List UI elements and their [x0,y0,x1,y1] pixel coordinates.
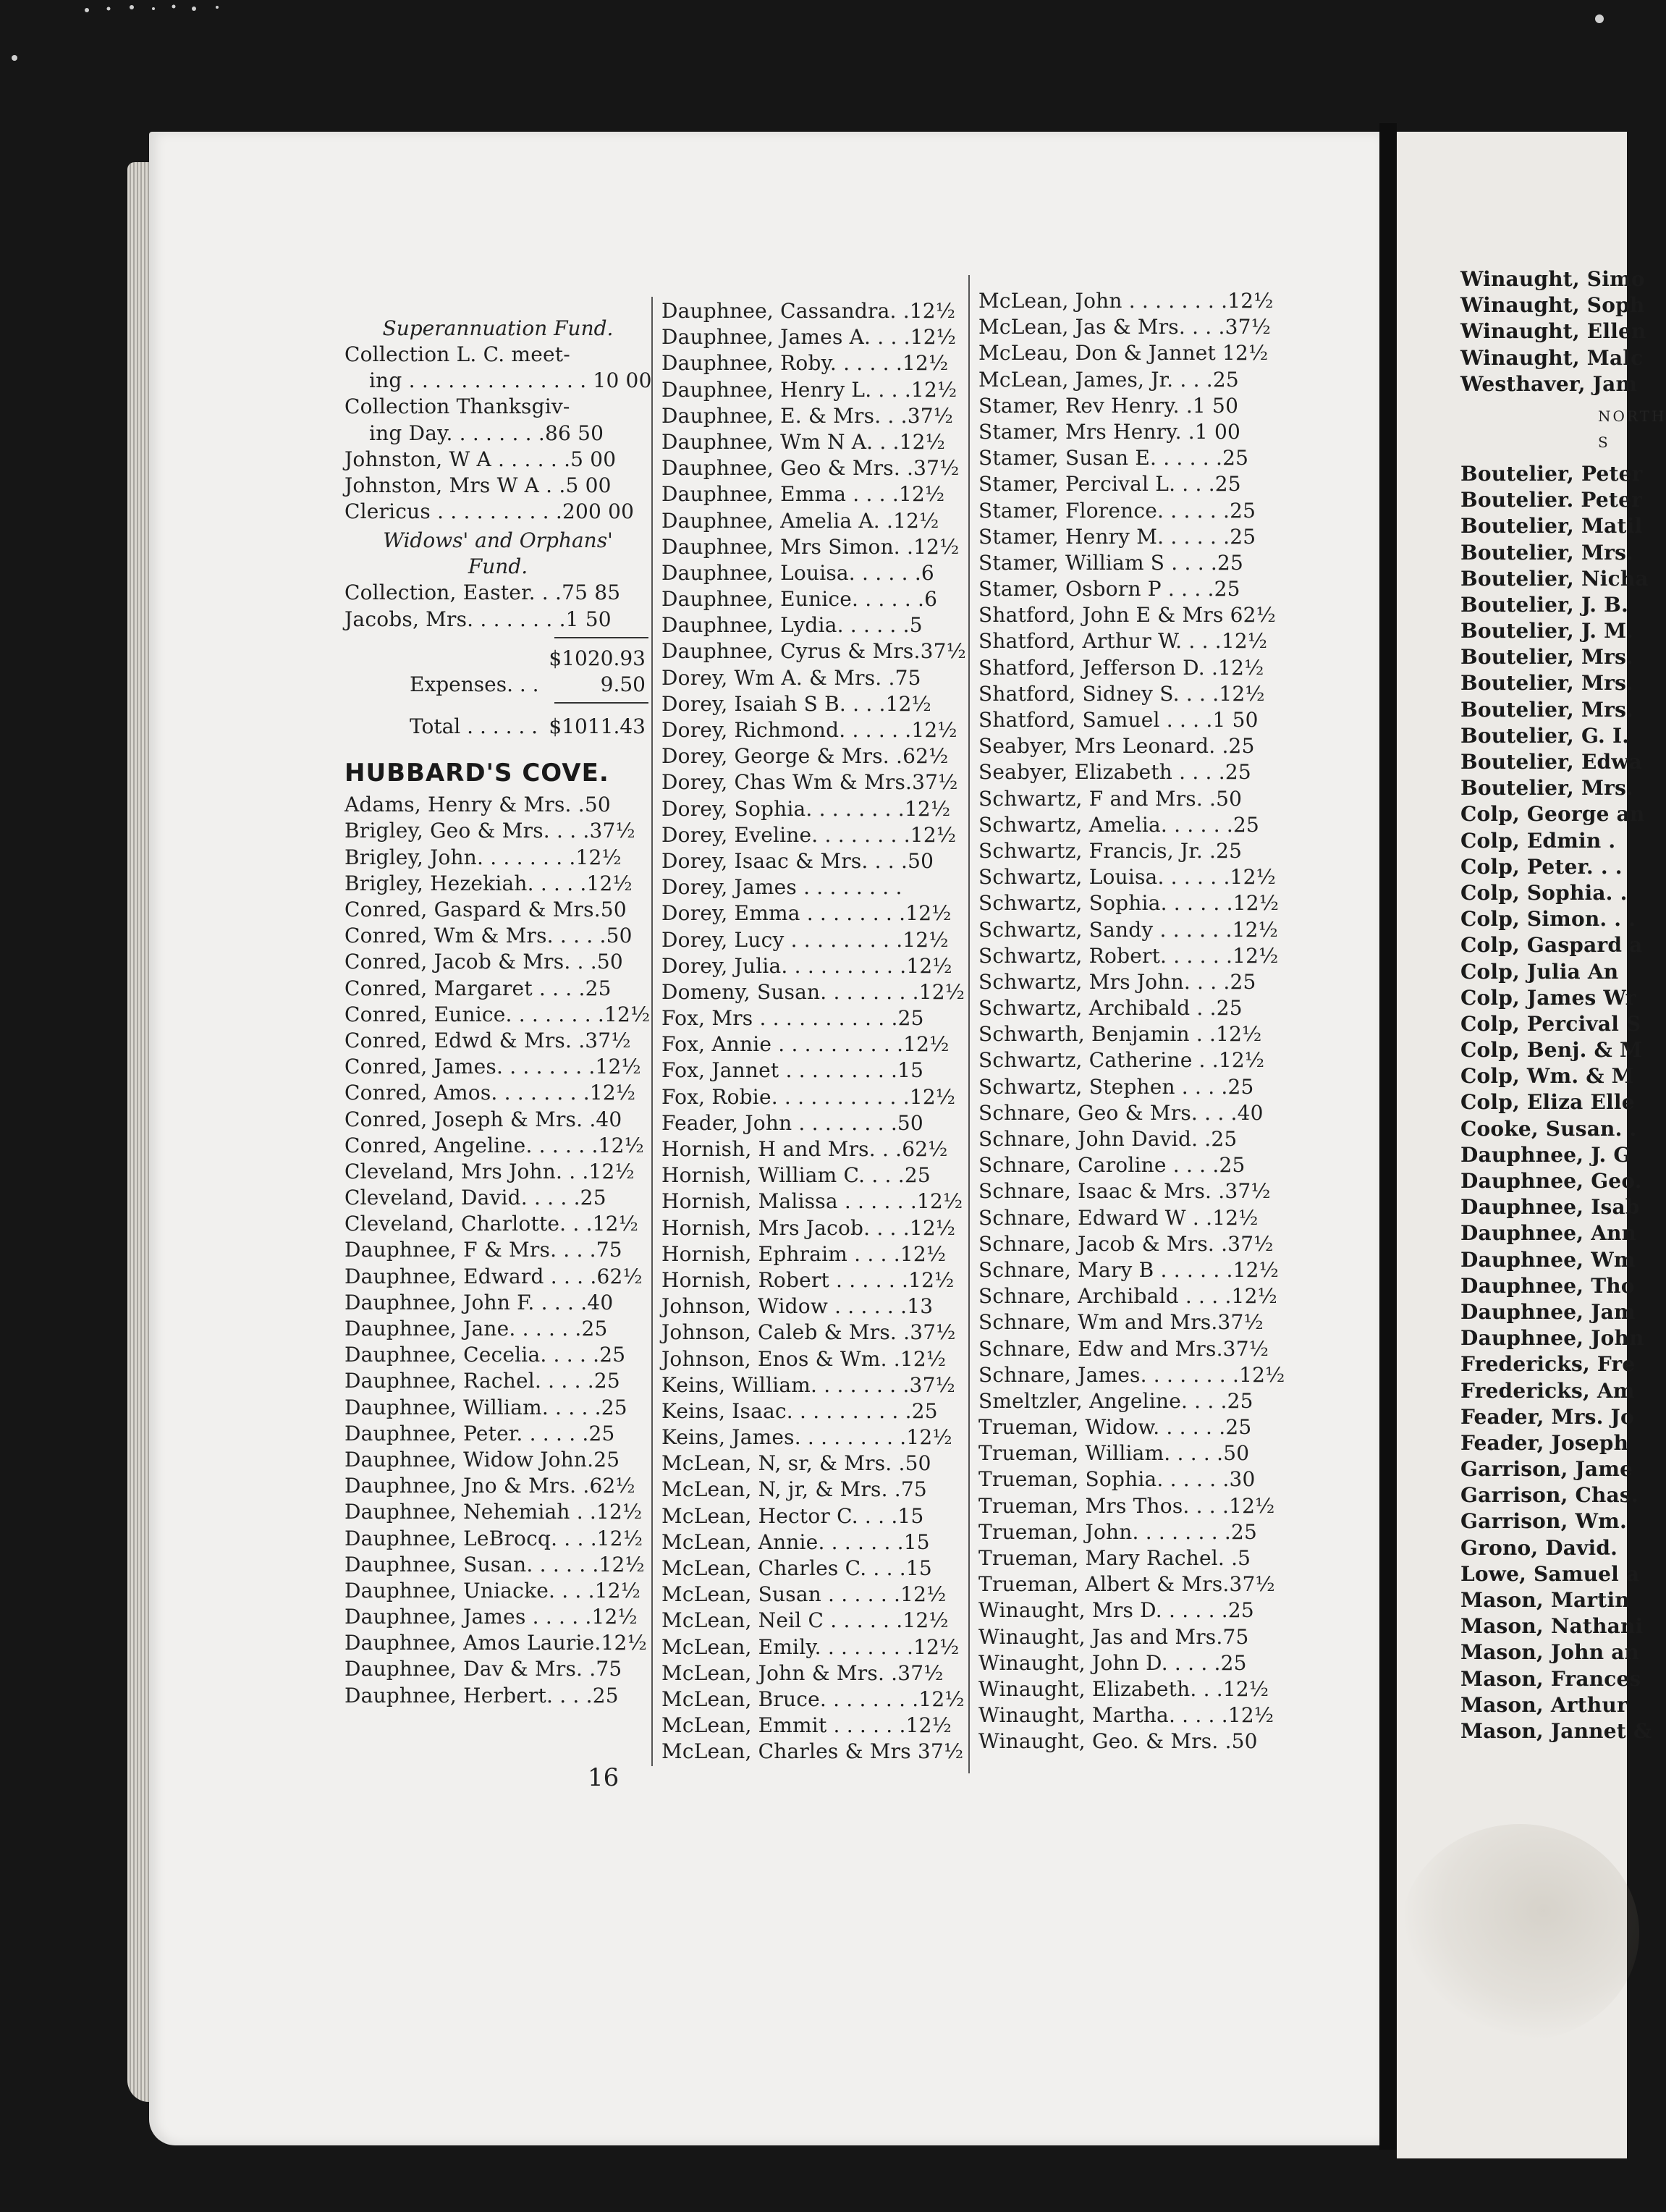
list-item: Shatford, John E & Mrs 62½ [978,603,1276,628]
list-item: Dauphnee, Ann [1460,1221,1637,1246]
list-item: Schwartz, Stephen . . . .25 [978,1074,1254,1099]
list-item: Dauphnee, John F. . . . .40 [344,1290,614,1314]
list-item: Dorey, James . . . . . . . . [661,875,902,900]
list-item: Winaught, Ellen [1460,319,1646,344]
list-item: Smeltzler, Angeline. . . .25 [978,1388,1253,1413]
right-page-list [1460,461,1652,1744]
list-item: Boutelier, J. B. [1460,592,1628,617]
list-item: Dauphnee, Cecelia. . . . .25 [344,1343,626,1367]
fund2-list [344,580,651,632]
list-item: Dauphnee, Mrs Simon. .12½ [661,534,960,559]
list-item: Colp, Julia An [1460,959,1619,984]
list-item: Shatford, Sidney S. . . .12½ [978,681,1265,706]
list-item: Dauphnee, J. G [1460,1142,1631,1167]
list-item: Dauphnee, John [1460,1326,1644,1351]
list-item: Stamer, Osborn P . . . .25 [978,577,1240,601]
column-2 [661,298,965,1765]
list-item: Boutelier. Peter [1460,488,1643,512]
list-item: Trueman, Mary Rachel. .5 [978,1546,1251,1570]
column-1 [344,316,651,1709]
list-item: McLean, N, sr, & Mrs. .50 [661,1451,931,1476]
list-item: Dorey, Richmond. . . . . .12½ [661,718,957,742]
list-item: Fredericks, Fre [1460,1352,1636,1377]
list-item: Schnare, Edward W . .12½ [978,1205,1259,1230]
fund1-line: Johnston, W A . . . . . .5 00 [344,447,617,471]
north-section-heading: NORTH S [1598,407,1666,451]
list-item: Schwartz, Mrs John. . . .25 [978,969,1256,994]
list-item: Colp, Gaspard a [1460,933,1643,958]
list-item: Winaught, Mrs D. . . . . .25 [978,1598,1254,1623]
list-item: Dauphnee, Jno & Mrs. .62½ [344,1474,635,1498]
list-item: Keins, James. . . . . . . . .12½ [661,1425,952,1450]
fund2-line: Jacobs, Mrs. . . . . . . .1 50 [344,607,612,631]
list-item: Colp, Edmin . [1460,828,1616,853]
list-item: Colp, Sophia. . [1460,880,1628,905]
hubbards-cove-list [344,792,651,1709]
list-item: Dauphnee, Dav & Mrs. .75 [344,1657,622,1681]
list-item: Feader, John . . . . . . . .50 [661,1110,923,1135]
list-item: Dauphnee, E. & Mrs. . .37½ [661,403,954,428]
list-item: Winaught, Soph [1460,293,1645,318]
list-item: Dauphnee, Uniacke. . . .12½ [344,1578,641,1603]
list-item: Trueman, John. . . . . . . .25 [978,1519,1258,1544]
column-rule-1 [651,297,653,1766]
list-item: Dauphnee, Emma . . . .12½ [661,482,945,507]
list-item: Fox, Robie. . . . . . . . . . .12½ [661,1084,956,1109]
list-item: McLeau, Don & Jannet 12½ [978,341,1269,366]
total-row [344,714,651,740]
list-item: Trueman, William. . . . .50 [978,1441,1250,1466]
expenses-row [344,672,651,698]
list-item: Schwartz, Archibald . .25 [978,996,1243,1021]
list-item: Boutelier, Mrs. [1460,645,1634,670]
list-item: Hornish, Malissa . . . . . .12½ [661,1189,963,1214]
list-item: Conred, Joseph & Mrs. .40 [344,1107,622,1131]
list-item: Shatford, Arthur W. . . .12½ [978,629,1268,654]
list-item: Winaught, Simo [1460,267,1645,291]
list-item: McLean, Hector C. . . .15 [661,1503,924,1528]
list-item: Schwartz, Amelia. . . . . .25 [978,812,1260,837]
list-item: McLean, Jas & Mrs. . . .37½ [978,315,1271,339]
list-item: Domeny, Susan. . . . . . . .12½ [661,979,965,1004]
list-item: Dauphnee, William. . . . .25 [344,1395,627,1419]
list-item: Dorey, Lucy . . . . . . . . .12½ [661,927,949,952]
list-item: Dauphnee, James A. . . .12½ [661,325,957,350]
list-item: Johnson, Widow . . . . . .13 [661,1294,934,1319]
list-item: Dauphnee, Henry L. . . .12½ [661,377,957,402]
list-item: Stamer, Susan E. . . . . .25 [978,446,1249,470]
fund1-list [344,342,651,525]
list-item: Conred, Wm & Mrs. . . . .50 [344,924,633,948]
list-item: Brigley, John. . . . . . . .12½ [344,845,622,869]
list-item: Shatford, Jefferson D. .12½ [978,655,1264,680]
list-item: McLean, Charles C. . . .15 [661,1556,932,1580]
list-item: Colp, Eliza Elle [1460,1090,1635,1115]
subtotal-value: $1020.93 [549,646,646,670]
list-item: Dauphnee, Louisa. . . . . .6 [661,560,934,585]
list-item: Dauphnee, Jane. . . . . .25 [344,1317,608,1341]
list-item: Colp, Benj. & M [1460,1038,1643,1063]
list-item: Conred, Jacob & Mrs. . .50 [344,950,623,974]
list-item: Dauphnee, Amos Laurie.12½ [344,1631,647,1655]
total-rule [554,702,648,704]
list-item: Grono, David. [1460,1535,1618,1560]
list-item: Stamer, Percival L. . . .25 [978,472,1241,497]
list-item: Shatford, Samuel . . . .1 50 [978,708,1259,732]
list-item: Cleveland, Charlotte. . .12½ [344,1212,639,1236]
list-item: McLean, Emmit . . . . . .12½ [661,1713,952,1738]
list-item: Schwartz, Francis, Jr. .25 [978,838,1243,863]
list-item: Dauphnee, Geo. [1460,1169,1642,1193]
list-item: Johnson, Caleb & Mrs. .37½ [661,1320,956,1345]
list-item: Colp, Percival S [1460,1011,1641,1036]
list-item: Schnare, Geo & Mrs. . . .40 [978,1100,1264,1125]
list-item: Hornish, Ephraim . . . .12½ [661,1241,947,1266]
subtotal-row [344,646,651,672]
list-item: Johnson, Enos & Wm. .12½ [661,1346,947,1371]
list-item: Keins, William. . . . . . . .37½ [661,1372,955,1397]
top-edge-specks [0,0,1627,43]
list-item: Boutelier, G. I. [1460,723,1630,748]
list-item: Cooke, Susan. . [1460,1116,1637,1141]
list-item: Brigley, Hezekiah. . . . .12½ [344,871,633,895]
list-item: Dauphnee, Herbert. . . .25 [344,1683,619,1707]
list-item: Hornish, H and Mrs. . .62½ [661,1137,948,1161]
list-item: Schnare, James. . . . . . . .12½ [978,1362,1285,1387]
page-number: 16 [588,1763,620,1792]
list-item: Trueman, Sophia. . . . . .30 [978,1467,1256,1492]
list-item: Fox, Annie . . . . . . . . . .12½ [661,1032,950,1057]
list-item: Cleveland, David. . . . .25 [344,1186,606,1210]
widows-orphans-fund-heading-2: Fund. [468,554,528,579]
list-item: Winaught, Jas and Mrs.75 [978,1624,1249,1649]
list-item: Schnare, Archibald . . . .12½ [978,1284,1277,1309]
list-item: Dauphnee, Widow John.25 [344,1447,620,1472]
list-item: Winaught, Martha. . . . .12½ [978,1703,1274,1728]
list-item: Stamer, William S . . . .25 [978,550,1244,575]
superannuation-fund-heading: Superannuation Fund. [382,316,614,340]
list-item: Dauphnee, Isab [1460,1195,1640,1220]
list-item: Dauphnee, Peter. . . . . .25 [344,1421,615,1445]
list-item: Dauphnee, Amelia A. .12½ [661,508,939,533]
list-item: Stamer, Mrs Henry. .1 00 [978,419,1241,444]
list-item: Dorey, Isaac & Mrs. . . .50 [661,848,934,873]
list-item: Boutelier, Mrs. [1460,697,1634,722]
column-rule-2 [968,275,970,1773]
list-item: McLean, Neil C . . . . . .12½ [661,1608,949,1633]
list-item: Trueman, Albert & Mrs.37½ [978,1572,1275,1597]
list-item: Mason, John an [1460,1640,1640,1665]
list-item: Schnare, Edw and Mrs.37½ [978,1336,1269,1361]
list-item: Dauphnee, Eunice. . . . . .6 [661,587,938,612]
list-item: Stamer, Henry M. . . . . .25 [978,524,1256,549]
list-item: Dauphnee, Nehemiah . .12½ [344,1500,643,1524]
list-item: Trueman, Mrs Thos. . . .12½ [978,1493,1275,1518]
list-item: Colp, Wm. & M [1460,1064,1634,1089]
list-item: Seabyer, Elizabeth . . . .25 [978,760,1251,785]
list-item: Dauphnee, Geo & Mrs. .37½ [661,456,960,481]
list-item: Winaught, Elizabeth. . .12½ [978,1676,1269,1701]
list-item: McLean, John . . . . . . . .12½ [978,289,1274,313]
list-item: Winaught, Malc [1460,345,1644,370]
list-item: Conred, Margaret . . . .25 [344,976,612,1000]
list-item: Boutelier, Edwa [1460,750,1642,774]
list-item: Dauphnee, Rachel. . . . .25 [344,1369,620,1393]
list-item: Schnare, Isaac & Mrs. .37½ [978,1179,1271,1204]
list-item: McLean, Bruce. . . . . . . .12½ [661,1687,965,1711]
list-item: Brigley, Geo & Mrs. . . .37½ [344,819,635,843]
widows-orphans-fund-heading: Widows' and Orphans' [383,528,613,553]
list-item: Dorey, Sophia. . . . . . . .12½ [661,796,951,821]
list-item: Colp, Simon. . . [1460,907,1636,932]
list-item: Fox, Mrs . . . . . . . . . . .25 [661,1006,924,1031]
list-item: Stamer, Florence. . . . . .25 [978,498,1256,523]
list-item: Boutelier, Nicha [1460,566,1649,591]
list-item: Dorey, Eveline. . . . . . . .12½ [661,822,957,847]
list-item: Dorey, Wm A. & Mrs. .75 [661,665,921,690]
list-item: Feader, Mrs. Jo [1460,1404,1634,1429]
expenses-value: 9.50 [600,672,646,696]
list-item: McLean, James, Jr. . . .25 [978,367,1239,392]
column-3-list [978,288,1319,1755]
list-item: Dauphnee, F & Mrs. . . .75 [344,1238,622,1262]
list-item: Cleveland, Mrs John. . .12½ [344,1159,635,1183]
subtotal-rule [554,637,648,638]
list-item: Boutelier, Mrs. [1460,540,1634,565]
list-item: Garrison, Chas. [1460,1483,1638,1508]
list-item: Feader, Joseph [1460,1430,1629,1455]
list-item: Conred, Angeline. . . . . .12½ [344,1133,644,1157]
list-item: Mason, Jannet & [1460,1718,1652,1743]
list-item: Dorey, Isaiah S B. . . .12½ [661,691,931,716]
list-item: Fox, Jannet . . . . . . . . .15 [661,1058,924,1083]
list-item: McLean, Susan . . . . . .12½ [661,1582,947,1607]
list-item: Fredericks, Am [1460,1378,1635,1403]
fund1-line: Collection L. C. meet- [344,342,570,366]
list-item: Boutelier, J. M. [1460,619,1634,643]
list-item: Schnare, John David. .25 [978,1127,1238,1151]
list-item: Lowe, Samuel a [1460,1561,1640,1586]
list-item: Dauphnee, Wm [1460,1247,1636,1272]
list-item: Dorey, Julia. . . . . . . . . .12½ [661,953,952,978]
fund1-line: ing Day. . . . . . . .86 50 [369,421,604,445]
list-item: Mason, Arthur [1460,1692,1628,1717]
book-gutter [1379,123,1397,2150]
list-item: Schwartz, Catherine . .12½ [978,1048,1265,1073]
list-item: Colp, George an [1460,802,1645,827]
list-item: Dauphnee, Wm N A. . .12½ [661,429,946,454]
list-item: Schnare, Jacob & Mrs. .37½ [978,1231,1274,1256]
list-item: Garrison, Wm. [1460,1509,1627,1534]
list-item: Boutelier, Peter [1460,461,1643,486]
list-item: Dauphnee, Jam [1460,1299,1636,1324]
list-item: Boutelier, Mrs. [1460,776,1634,801]
list-item: Conred, Gaspard & Mrs.50 [344,898,627,921]
list-item: McLean, N, jr, & Mrs. .75 [661,1477,927,1502]
list-item: Dauphnee, Lydia. . . . . .5 [661,613,923,638]
hubbards-cove-heading: HUBBARD'S COVE. [344,759,609,788]
list-item: Boutelier, Mrs. [1460,671,1634,696]
list-item: Stamer, Rev Henry. .1 50 [978,393,1239,418]
list-item: Schwartz, Sandy . . . . . .12½ [978,917,1278,942]
list-item: Conred, James. . . . . . . .12½ [344,1055,641,1079]
list-item: Schnare, Caroline . . . .25 [978,1153,1246,1178]
list-item: Adams, Henry & Mrs. .50 [344,793,611,817]
list-item: Conred, Eunice. . . . . . . .12½ [344,1002,651,1026]
list-item: Mason, Frances [1460,1666,1641,1691]
list-item: Schnare, Mary B . . . . . .12½ [978,1257,1279,1282]
list-item: Dorey, Emma . . . . . . . .12½ [661,901,952,926]
list-item: Schwartz, Sophia. . . . . .12½ [978,891,1280,916]
list-item: Hornish, William C. . . .25 [661,1163,931,1188]
list-item: Schwartz, F and Mrs. .50 [978,786,1243,811]
fund2-line: Collection, Easter. . .75 85 [344,581,621,605]
list-item: Boutelier, Matil [1460,514,1643,539]
total-value: $1011.43 [549,714,646,739]
list-item: Colp, James Wr [1460,985,1636,1010]
list-item: Westhaver, Jam [1460,371,1638,396]
fund1-line: Collection Thanksgiv- [344,394,570,419]
list-item: Colp, Peter. . . [1460,854,1623,879]
list-item: Dauphnee, Edward . . . .62½ [344,1264,643,1288]
list-item: Dauphnee, Cassandra. .12½ [661,299,956,323]
total-label: Total . . . . . . [410,714,538,739]
list-item: Conred, Amos. . . . . . . .12½ [344,1081,636,1105]
fund1-line: Clericus . . . . . . . . . .200 00 [344,499,635,524]
list-item: Dauphnee, James . . . . .12½ [344,1605,638,1629]
fund1-line: ing . . . . . . . . . . . . . . 10 00 [369,368,652,393]
list-item: Dorey, Chas Wm & Mrs.37½ [661,770,958,795]
list-item: Hornish, Robert . . . . . .12½ [661,1267,955,1292]
expenses-label: Expenses. . . [410,672,539,696]
list-item: Seabyer, Mrs Leonard. .25 [978,734,1255,759]
list-item: Schwartz, Louisa. . . . . .12½ [978,865,1276,890]
fund1-line: Johnston, Mrs W A . .5 00 [344,473,612,497]
water-stain [1400,1824,1639,2041]
list-item: Dauphnee, Cyrus & Mrs.37½ [661,639,966,664]
column-3 [978,288,1319,1755]
list-item: Dorey, George & Mrs. .62½ [661,744,949,769]
list-item: McLean, Charles & Mrs 37½ [661,1739,964,1764]
list-item: Conred, Edwd & Mrs. .37½ [344,1028,631,1052]
list-item: Dauphnee, Tho [1460,1273,1635,1298]
list-item: Dauphnee, Roby. . . . . .12½ [661,351,949,376]
list-item: Schwarth, Benjamin . .12½ [978,1022,1262,1047]
list-item: Winaught, Geo. & Mrs. .50 [978,1729,1258,1754]
right-page-column [1460,266,1666,1744]
right-page-top-list [1460,266,1646,397]
list-item: Schwartz, Robert. . . . . .12½ [978,943,1279,968]
list-item: Schnare, Wm and Mrs.37½ [978,1310,1264,1335]
list-item: Dauphnee, Susan. . . . . .12½ [344,1552,645,1576]
list-item: McLean, Emily. . . . . . . .12½ [661,1634,960,1659]
list-item: Trueman, Widow. . . . . .25 [978,1415,1252,1440]
list-item: Winaught, John D. . . . .25 [978,1650,1247,1675]
list-item: Hornish, Mrs Jacob. . . .12½ [661,1215,956,1240]
list-item: Keins, Isaac. . . . . . . . . .25 [661,1398,938,1423]
list-item: Mason, Nathani [1460,1614,1644,1639]
list-item: McLean, Annie. . . . . . .15 [661,1529,930,1554]
list-item: McLean, John & Mrs. .37½ [661,1660,944,1685]
list-item: Dauphnee, LeBrocq. . . .12½ [344,1526,643,1550]
column-2-list [661,298,965,1765]
list-item: Garrison, Jame [1460,1457,1633,1482]
list-item: Mason, Martin [1460,1588,1630,1612]
